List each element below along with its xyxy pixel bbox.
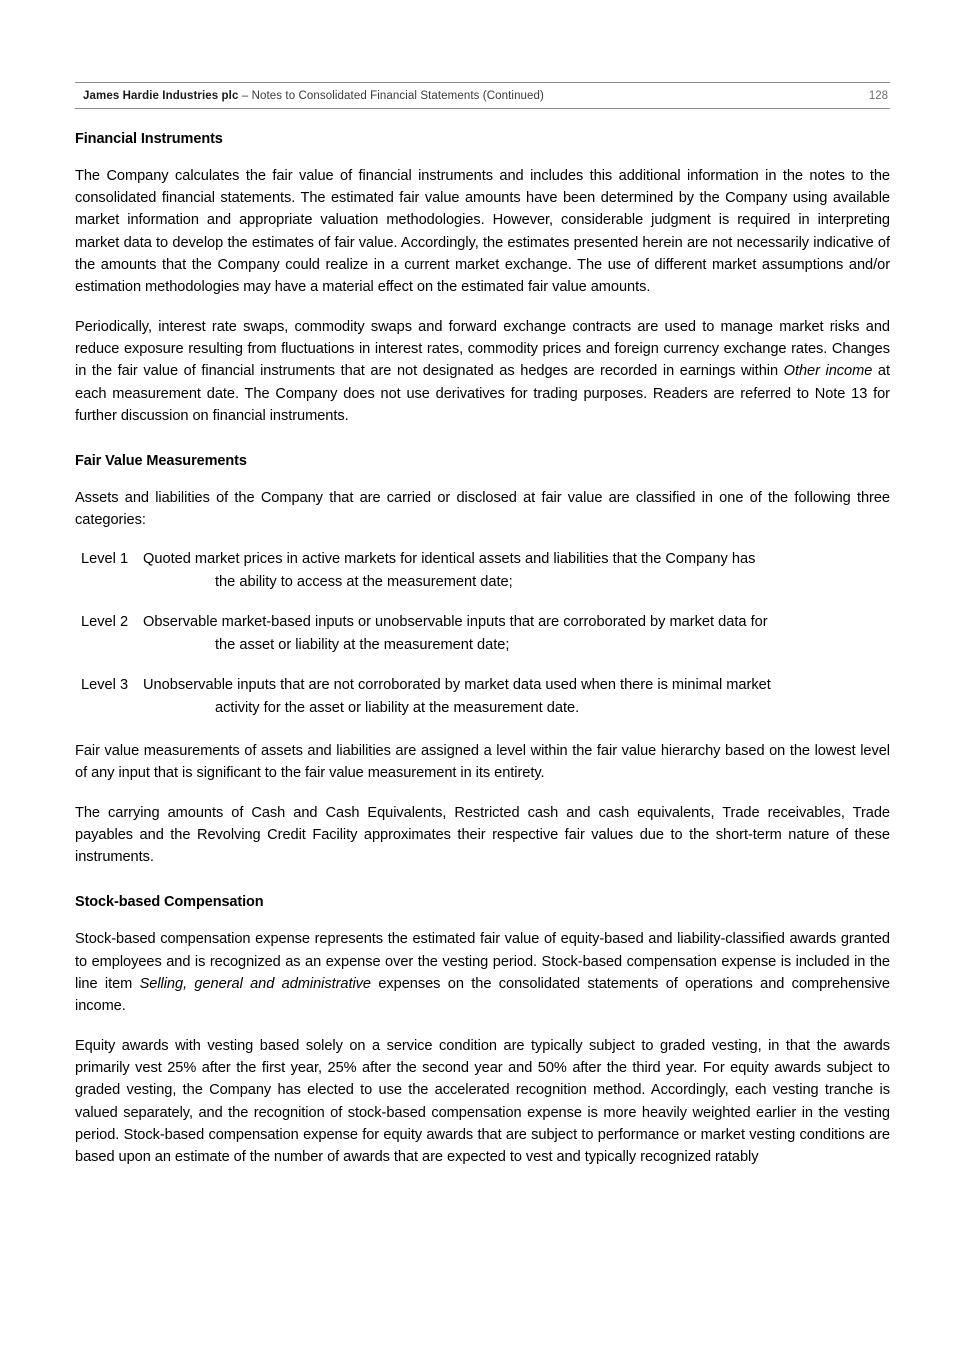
heading-fair-value-measurements: Fair Value Measurements <box>75 452 247 469</box>
level-text-3 <box>143 675 890 720</box>
level-text-3-line1: Unobservable inputs that are not corroborated by market data used when there is minimal market <box>143 676 771 693</box>
paragraph-sc1-italic-sga: Selling, general and administrative <box>139 975 371 992</box>
level-label-1: Level 1 <box>81 551 129 568</box>
paragraph-fi2-part1: Periodically, interest rate swaps, commodity swaps and forward exchange contracts are used to manage market risks and reduce exposure resulting from fluctuations in interest rates, commodity prices and foreign currency exchange rates. Changes in the fair value of financial instruments that are not designated as hedges are recorded in earnings within <box>75 319 890 380</box>
level-text-1-line2: the ability to access at the measurement date; <box>215 574 513 591</box>
paragraph-fi2-part2: at each measurement date. The Company does not use derivatives for trading purposes. Readers are referred to Note 13 for further discussion on financial instruments. <box>75 363 891 424</box>
level-label-2: Level 2 <box>81 614 129 631</box>
paragraph-carrying-amounts: The carrying amounts of Cash and Cash Equivalents, Restricted cash and cash equivalents, Trade receivables, Trade payables and the Revolving Credit Facility approximates their respective fair values due to the short-term nature of these instruments. <box>75 804 890 866</box>
page-number: 128 <box>868 90 888 102</box>
level-text-1-line1: Quoted market prices in active markets for identical assets and liabilities that the Company has <box>143 551 756 568</box>
list-item <box>75 612 890 657</box>
header-document-title: Notes to Consolidated Financial Statements (Continued) <box>251 90 544 102</box>
level-text-2-line1: Observable market-based inputs or unobservable inputs that are corroborated by market data for <box>143 614 768 631</box>
paragraph-financial-instruments-1: The Company calculates the fair value of financial instruments and includes this additional information in the notes to the consolidated financial statements. The estimated fair value amounts have been determined by the Company using available market information and appropriate valuation methodologies. However, considerable judgment is required in interpreting market data to develop the estimates of fair value. Accordingly, the estimates presented herein are not necessarily indicative of the amounts that the Company could realize in a current market exchange. The use of different market assumptions and/or estimation methodologies may have a material effect on the estimated fair value amounts. <box>75 168 890 295</box>
list-item <box>75 549 890 594</box>
paragraph-financial-instruments-2 <box>75 316 890 427</box>
paragraph-stock-comp-2: Equity awards with vesting based solely on a service condition are typically subject to graded vesting, in that the awards primarily vest 25% after the first year, 25% after the second year and 50% after the third year. For equity awards subject to graded vesting, the Company has elected to use the accelerated recognition method. Accordingly, each vesting tranche is valued separately, and the recognition of stock-based compensation expense is more heavily weighted earlier in the vesting period. Stock-based compensation expense for equity awards that are subject to performance or market vesting conditions are based upon an estimate of the number of awards that are expected to vest and typically recognized ratably <box>75 1038 890 1165</box>
paragraph-fair-value-intro: Assets and liabilities of the Company that are carried or disclosed at fair value are classified in one of the following three categories: <box>75 489 890 529</box>
level-text-3-line2: activity for the asset or liability at the measurement date. <box>215 699 580 716</box>
paragraph-fair-value-hierarchy: Fair value measurements of assets and liabilities are assigned a level within the fair value hierarchy based on the lowest level of any input that is significant to the fair value measurement in its entirety. <box>75 742 890 781</box>
header-company-name: James Hardie Industries plc <box>83 90 239 102</box>
fair-value-levels-list <box>75 549 890 719</box>
page-header <box>75 82 890 109</box>
header-separator: – <box>238 90 252 102</box>
heading-stock-based-compensation: Stock-based Compensation <box>75 894 264 911</box>
header-title <box>83 90 544 102</box>
paragraph-fi2-italic-other-income: Other income <box>783 363 873 380</box>
level-text-1 <box>143 549 890 594</box>
level-text-2-line2: the asset or liability at the measurement date; <box>215 636 510 653</box>
level-label-3: Level 3 <box>81 676 129 693</box>
level-text-2 <box>143 612 890 657</box>
list-item <box>75 675 890 720</box>
heading-financial-instruments: Financial Instruments <box>75 131 223 147</box>
paragraph-sc1-part2: expenses on the consolidated statements of operations and comprehensive income. <box>75 975 890 1014</box>
paragraph-sc1-part1: Stock-based compensation expense represents the estimated fair value of equity-based and liability-classified awards granted to employees and is recognized as an expense over the vesting period. Stock-based compensation expense is included in the line item <box>75 931 890 992</box>
paragraph-stock-comp-1 <box>75 928 890 1017</box>
